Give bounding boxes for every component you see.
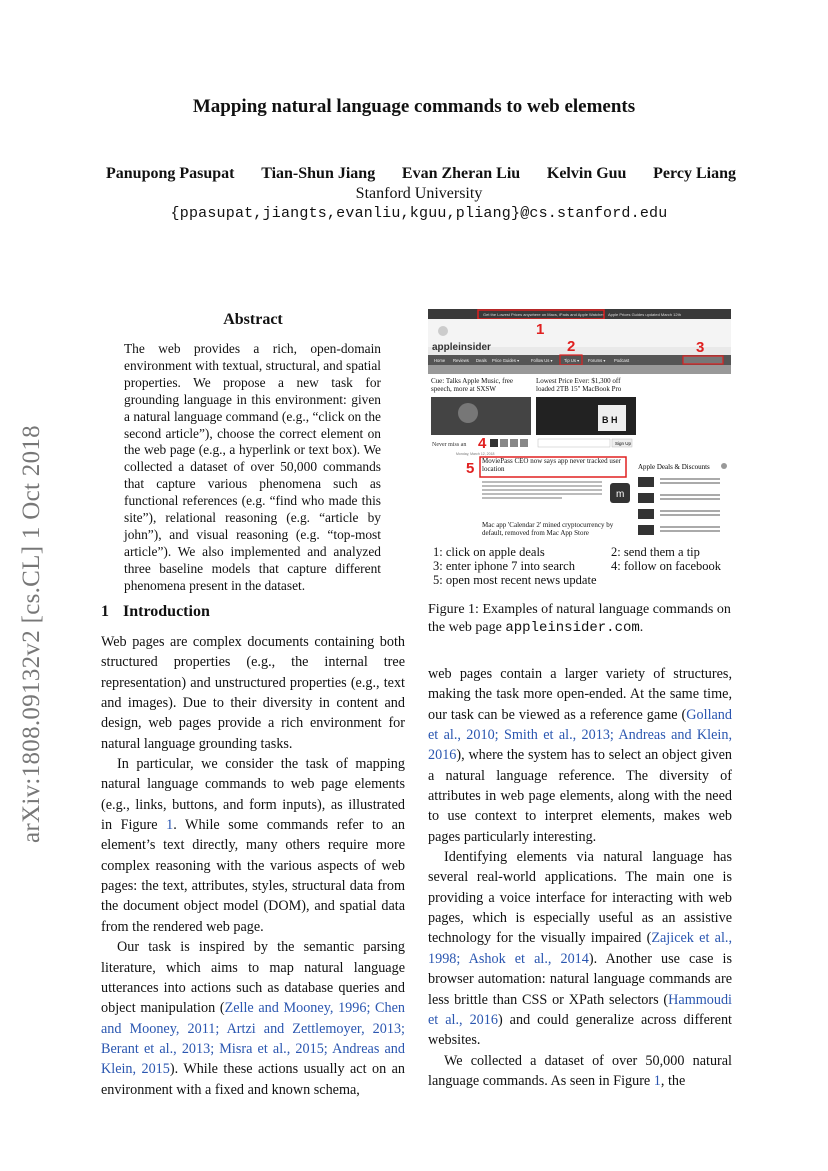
- text-run: We collected a dataset of over 50,000 natural language commands. As seen in Figure: [428, 1052, 732, 1089]
- citation-link[interactable]: Hammoudi et al., 2016: [428, 991, 732, 1028]
- marker-label: 2: [567, 338, 576, 355]
- text-run: . While some commands refer to an element’s text directly, many others require more complex reasoning with the various aspects of web pages: the text, attributes, styles, structural data from the document object model (DOM), and spatial data from the rendered web page.: [101, 817, 405, 935]
- author-name: Tian-Shun Jiang: [261, 165, 376, 182]
- text-run: ) and could generalize across different websites.: [428, 1011, 732, 1049]
- citation-link[interactable]: Zajicek et al., 1998; Ashok et al., 2014: [428, 930, 732, 967]
- text-run: ). Another use case is browser automation: natural language commands are less brittle than CSS or XPath selectors (: [428, 950, 732, 1008]
- author-name: Kelvin Guu: [546, 165, 627, 182]
- marker-label: 5: [466, 460, 475, 477]
- webpage-screenshot-graphic: [428, 309, 731, 539]
- arxiv-stamp: arXiv:1808.09132v2 [cs.CL] 1 Oct 2018: [18, 425, 45, 843]
- paper-title: Mapping natural language commands to web elements: [192, 96, 636, 117]
- site-banner-text-2: Apple Prices Guides updated March 12th: [608, 312, 681, 317]
- command-row: [433, 559, 733, 573]
- site-banner-text: Get the Lowest Prices anywhere on Macs, iPads and Apple Watches: [483, 312, 605, 317]
- text-run: Our task is inspired by the semantic parsing literature, which aims to map natural language utterances into actions such as database queries and object manipulation (: [101, 939, 405, 1017]
- citation-link[interactable]: Zelle and Mooney, 1996; Chen and Mooney, 2011; Artzi and Zettlemoyer, 2013; Berant et al., 2013; Misra et al., 2015; Andreas and Klein, 2015: [101, 1000, 405, 1078]
- section-title: Introduction: [123, 603, 210, 620]
- figure-ref-link[interactable]: 1: [653, 1072, 661, 1089]
- text-run: ), where the system has to select an object given a natural language reference. The diversity of attributes in web page elements, along with the need to use context to interpret elements, makes web pages particularly interesting.: [428, 747, 732, 845]
- left-column: [101, 632, 405, 1100]
- svg-text:B H: B H: [602, 415, 618, 425]
- caption-url: appleinsider.com: [505, 620, 640, 636]
- nav-item: Price Guides ▾: [492, 358, 520, 363]
- marker-label: 4: [478, 435, 487, 452]
- nav-item: Tip Us ▾: [564, 358, 580, 363]
- figure-ref-link[interactable]: 1: [166, 817, 174, 834]
- newsletter-label: Never miss an: [432, 442, 467, 448]
- deals-title: Apple Deals & Discounts: [638, 463, 710, 471]
- article-title: Lowest Price Ever: $1,300 off loaded 2TB 15" MacBook Pro: [536, 377, 622, 393]
- author-name: Panupong Pasupat: [106, 165, 235, 182]
- command-item: 1: click on apple deals: [433, 545, 545, 559]
- figure-caption: [428, 601, 732, 637]
- text-run: ). While these actions usually act on an environment with a fixed and known schema,: [101, 1061, 405, 1098]
- affiliation: Stanford University: [355, 185, 483, 202]
- text-run: Identifying elements via natural language has several real-world applications. The main one is providing a voice interface for interacting with web pages, which is especially useful as an assistive technology for the visually impaired (: [428, 849, 732, 947]
- nav-item: Reviews: [453, 358, 469, 363]
- figure-screenshot: [428, 309, 731, 539]
- nav-item: Podcast: [614, 358, 630, 363]
- nav-item: Home: [434, 358, 446, 363]
- command-item: 4: follow on facebook: [611, 559, 722, 574]
- paragraph: [101, 754, 405, 937]
- date-text: Monday, March 12, 2018: [456, 452, 495, 456]
- search-box-highlight: [683, 356, 723, 364]
- article-title: Cue: Talks Apple Music, free speech, more at SXSW: [431, 377, 514, 393]
- text-run: , the: [660, 1072, 686, 1089]
- headline-text: MoviePass CEO now says app never tracked user location: [482, 457, 621, 473]
- paragraph: [428, 664, 732, 847]
- command-item: 5: open most recent news update: [433, 573, 597, 588]
- paragraph: Web pages are complex documents containing both structured properties (e.g., the internal tree representation) and unstructured properties (e.g., text and images). Due to their diversity in content and design, web pages provide a rich environment for natural language grounding tasks.: [101, 634, 405, 752]
- text-run: In particular, we consider the task of mapping natural language commands to web page elements (e.g., links, buttons, and form inputs), as illustrated in Figure: [101, 756, 405, 834]
- command-list: [433, 545, 733, 588]
- nav-item: Deals: [476, 358, 487, 363]
- author-emails: {ppasupat,jiangts,evanliu,kguu,pliang}@cs.stanford.edu: [170, 205, 668, 222]
- author-name: Evan Zheran Liu: [401, 165, 521, 182]
- paragraph: [101, 937, 405, 1100]
- signup-button: Sign Up: [615, 441, 632, 446]
- marker-label: 3: [696, 339, 705, 356]
- text-run: web pages contain a larger variety of structures, making the task more open-ended. At the same time, our task can be viewed as a reference game (: [428, 666, 732, 723]
- citation-link[interactable]: Golland et al., 2010; Smith et al., 2013; Andreas and Klein, 2016: [428, 706, 732, 764]
- author-list: [106, 165, 736, 183]
- site-logo: appleinsider: [432, 342, 491, 353]
- abstract-heading: Abstract: [223, 311, 283, 328]
- command-row: [433, 573, 733, 587]
- caption-text: Figure 1: Examples of natural language commands on the web page: [428, 602, 731, 635]
- caption-text: .: [639, 620, 644, 635]
- nav-item: Forums ▾: [588, 358, 606, 363]
- right-column: [428, 664, 732, 1091]
- article-title: Mac app 'Calendar 2' mined cryptocurrency by default, removed from Mac App Store: [482, 521, 614, 537]
- svg-text:m: m: [616, 489, 625, 500]
- section-heading: [101, 603, 224, 621]
- command-item: 3: enter iphone 7 into search: [433, 559, 575, 574]
- abstract-text: The web provides a rich, open-domain environment with textual, structural, and spatial properties. We propose a new task for grounding language in this environment: given a natural language command (e.g., “click on the second article”), choose the correct element on the web page (e.g., a hyperlink or text box). We collected a dataset of over 50,000 commands that capture various phenomena such as functional references (e.g. “find who made this site”), relational reasoning (e.g. “article by john”), and visual reasoning (e.g. “top-most article”). We also implemented and analyzed three baseline models that capture different phenomena present in the dataset.: [124, 341, 381, 593]
- paragraph: [428, 1051, 732, 1092]
- nav-item: Follow Us ▾: [531, 358, 553, 363]
- marker-label: 1: [536, 321, 545, 338]
- command-row: [433, 545, 733, 559]
- command-item: 2: send them a tip: [611, 545, 700, 559]
- author-name: Percy Liang: [653, 165, 736, 182]
- section-number: 1: [101, 603, 109, 620]
- paragraph: [428, 847, 732, 1050]
